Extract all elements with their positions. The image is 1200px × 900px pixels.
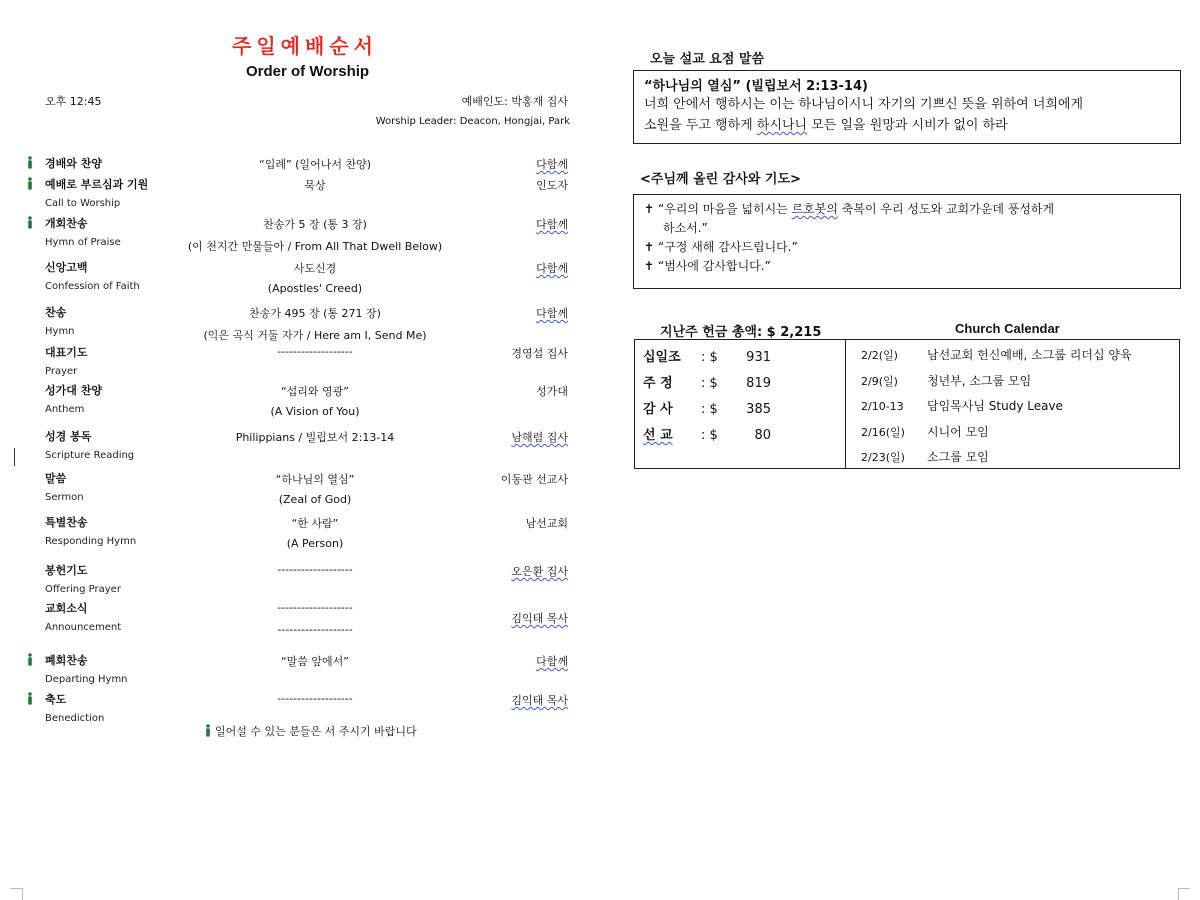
order-item-korean: 말씀 <box>45 472 67 485</box>
order-item-detail: “입례” (일어나서 찬양) <box>259 158 371 171</box>
worship-leader-korean: 예배인도: 박홍재 집사 <box>461 95 568 108</box>
sermon-summary-box <box>633 70 1181 144</box>
standing-person-icon <box>27 177 33 189</box>
order-item-korean: 특별찬송 <box>45 516 88 529</box>
order-item-detail: ------------------- <box>277 601 353 614</box>
order-item-korean: 폐회찬송 <box>45 654 88 667</box>
order-item-korean: 예배로 부르심과 기원 <box>45 178 149 191</box>
order-item-leader: 김익태 목사 <box>511 612 568 625</box>
order-item-leader: 오은환 집사 <box>511 565 568 578</box>
order-item-english: Hymn of Praise <box>45 237 121 248</box>
order-item-leader: 남선교회 <box>525 517 568 530</box>
offering-amount: 80 <box>754 428 771 443</box>
order-item-leader: 다함께 <box>536 655 568 668</box>
calendar-row <box>861 372 1031 389</box>
order-item-korean: 교회소식 <box>45 602 88 615</box>
standing-person-icon <box>205 724 211 736</box>
order-item-korean: 신앙고백 <box>45 261 88 274</box>
order-item-detail: Philippians / 빌립보서 2:13-14 <box>235 431 395 444</box>
order-item-english: Prayer <box>45 366 78 377</box>
offering-row <box>643 346 771 365</box>
order-item-english: Anthem <box>45 404 85 415</box>
order-item-detail: 찬송가 5 장 (통 3 장) <box>263 218 367 231</box>
order-item-leader: 성가대 <box>536 385 568 398</box>
offering-row <box>643 424 771 443</box>
calendar-row <box>861 397 1063 414</box>
page-corner-mark <box>10 888 22 889</box>
order-item-detail: 사도신경 <box>293 262 337 275</box>
sermon-summary-line: 소원을 두고 행하게 하시나니 모든 일을 원망과 시비가 없이 하라 <box>644 118 1008 133</box>
prayer-heading: <주님께 올린 감사와 기도> <box>640 172 801 187</box>
order-item-english: Scripture Reading <box>45 450 135 461</box>
page-corner-mark <box>22 888 23 900</box>
sermon-summary-heading: 오늘 설교 요점 말씀 <box>650 52 765 67</box>
order-item-english: Benediction <box>45 713 105 724</box>
order-item-english: Announcement <box>45 622 122 633</box>
sermon-summary-line: 너희 안에서 행하시는 이는 하나님이시니 자기의 기쁘신 뜻을 위하여 너희에게 <box>644 97 1084 112</box>
order-item-english: Hymn <box>45 326 75 337</box>
offering-calendar-table <box>634 339 1180 469</box>
order-item-detail: (Zeal of God) <box>278 493 352 506</box>
calendar-event: 시니어 모임 <box>927 424 989 439</box>
order-item-english: Confession of Faith <box>45 281 140 292</box>
order-item-detail: “섭리와 영광” <box>280 385 350 398</box>
order-item-detail: (Apostles' Creed) <box>267 282 363 295</box>
prayer-item: ✝ “범사에 감사합니다.” <box>644 257 1170 276</box>
order-item-detail: (익은 곡식 거둘 자가 / Here am I, Send Me) <box>203 329 427 342</box>
cross-icon: ✝ <box>644 240 655 254</box>
service-time: 오후 12:45 <box>45 95 102 108</box>
calendar-row <box>861 346 1132 363</box>
footnote-text: 일어설 수 있는 분들은 서 주시기 바랍니다 <box>215 725 417 738</box>
text-cursor <box>14 448 15 466</box>
order-item-leader: 다함께 <box>536 307 568 320</box>
order-item-korean: 개회찬송 <box>45 217 88 230</box>
order-item-leader: 다함께 <box>536 262 568 275</box>
order-item-english: Call to Worship <box>45 198 121 209</box>
order-item-detail: ------------------- <box>277 692 353 705</box>
offering-currency: : $ <box>701 402 718 417</box>
sermon-summary-title: “하나님의 열심” (빌립보서 2:13-14) <box>644 79 868 94</box>
calendar-date: 2/23(일) <box>861 451 905 464</box>
calendar-date: 2/9(일) <box>861 374 898 388</box>
calendar-event: 소그룹 모임 <box>927 450 989 464</box>
order-item-detail: “한 사람” <box>291 517 339 530</box>
cross-icon: ✝ <box>644 202 655 216</box>
order-item-leader: 다함께 <box>536 158 568 171</box>
order-item-korean: 경배와 찬양 <box>45 157 102 170</box>
order-item-korean: 성경 봉독 <box>45 430 92 443</box>
church-calendar-heading: Church Calendar <box>955 321 1060 336</box>
order-item-leader: 남해렴 집사 <box>511 431 568 444</box>
bulletin-title-english: Order of Worship <box>246 63 370 80</box>
order-item-detail: (이 천지간 만물들아 / From All That Dwell Below) <box>187 240 443 253</box>
order-item-detail: “하나님의 열심” <box>275 473 355 486</box>
calendar-event: 남선교회 헌신예배, 소그룹 리더십 양육 <box>927 348 1132 362</box>
order-item-leader: 다함께 <box>536 218 568 231</box>
prayer-box <box>633 194 1181 289</box>
prayer-item: ✝ “구정 새해 감사드립니다.” <box>644 238 1170 257</box>
order-item-detail: 묵상 <box>304 179 326 192</box>
offering-row <box>643 398 771 417</box>
order-item-english: Responding Hymn <box>45 536 137 547</box>
offering-currency: : $ <box>701 350 718 365</box>
calendar-date: 2/2(일) <box>861 349 898 362</box>
standing-person-icon <box>27 216 33 228</box>
cross-icon: ✝ <box>644 259 655 273</box>
offering-label: 주 정 <box>643 376 673 391</box>
calendar-event: 담임목사님 Study Leave <box>927 399 1063 413</box>
calendar-date: 2/16(일) <box>861 425 905 439</box>
order-item-detail: ------------------- <box>277 345 353 358</box>
order-item-korean: 성가대 찬양 <box>45 384 102 397</box>
bulletin-title-korean: 주일예배순서 <box>232 34 378 58</box>
order-item-detail: “말씀 앞에서” <box>280 655 350 668</box>
order-item-korean: 대표기도 <box>45 346 88 359</box>
offering-total-heading: 지난주 헌금 총액: $ 2,215 <box>660 325 822 340</box>
order-item-english: Offering Prayer <box>45 584 121 595</box>
order-item-english: Departing Hymn <box>45 674 128 685</box>
offering-row <box>643 372 771 391</box>
page-corner-mark <box>1178 888 1190 889</box>
order-item-leader: 인도자 <box>536 179 568 192</box>
worship-leader-english: Worship Leader: Deacon, Hongjai, Park <box>375 116 570 127</box>
offering-amount: 385 <box>746 402 771 417</box>
calendar-event: 청년부, 소그룹 모임 <box>927 373 1032 388</box>
order-item-leader: 김익태 목사 <box>511 694 568 707</box>
calendar-row <box>861 423 989 440</box>
standing-person-icon <box>27 156 33 168</box>
offering-amount: 819 <box>746 376 771 391</box>
calendar-row <box>861 448 989 465</box>
offering-label: 선 교 <box>643 428 673 443</box>
order-item-leader: 경영섭 집사 <box>511 347 568 360</box>
order-item-detail: 찬송가 495 장 (통 271 장) <box>249 307 381 320</box>
offering-amount: 931 <box>746 350 771 365</box>
order-item-korean: 축도 <box>45 693 67 706</box>
standing-footnote <box>205 723 417 739</box>
offering-currency: : $ <box>701 376 718 391</box>
calendar-date: 2/10-13 <box>861 400 904 413</box>
order-item-korean: 봉헌기도 <box>45 564 88 577</box>
order-item-detail: (A Person) <box>286 537 344 550</box>
order-item-korean: 찬송 <box>45 306 67 319</box>
standing-person-icon <box>27 692 33 704</box>
order-item-leader: 이동관 선교사 <box>500 473 568 486</box>
table-divider <box>845 340 846 468</box>
order-item-detail: (A Vision of You) <box>270 405 360 418</box>
order-item-english: Sermon <box>45 492 84 503</box>
offering-currency: : $ <box>701 428 718 443</box>
standing-person-icon <box>27 653 33 665</box>
order-item-detail: ------------------- <box>277 563 353 576</box>
page-corner-mark <box>1178 888 1179 900</box>
prayer-item: ✝ “우리의 마음을 넓히시는 르호봇의 축복이 우리 성도와 교회가운데 풍성하게 하소서.” <box>644 202 1055 235</box>
offering-label: 감 사 <box>643 402 673 417</box>
offering-label: 십일조 <box>643 350 681 365</box>
order-item-detail: ------------------- <box>277 623 353 636</box>
